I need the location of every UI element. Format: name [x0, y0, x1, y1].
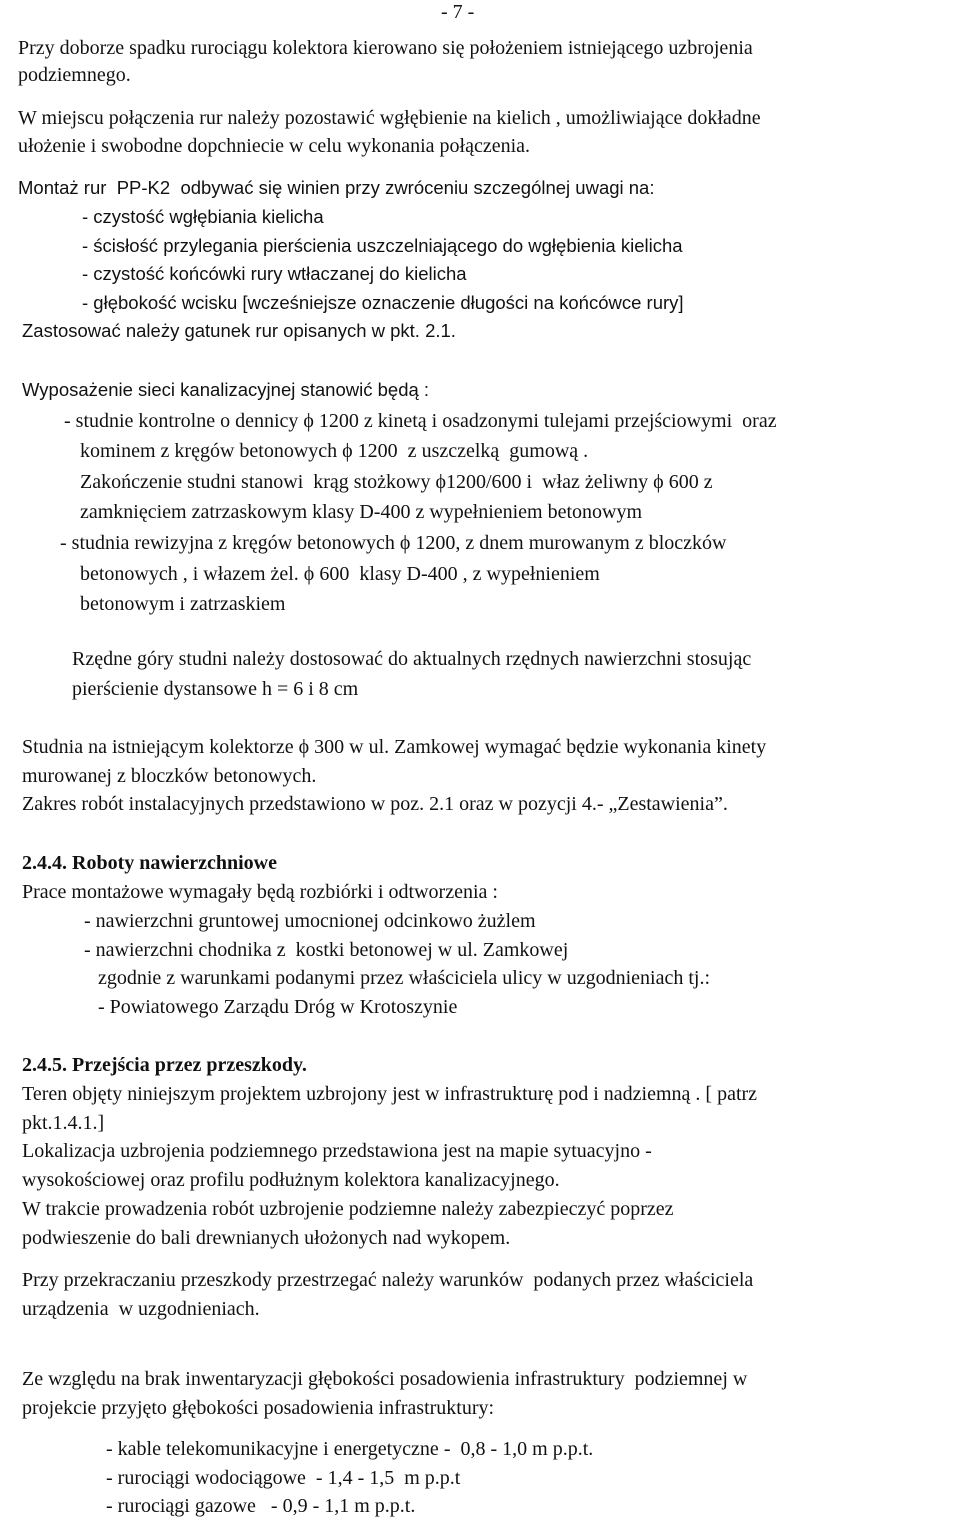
paragraph-line: Rzędne góry studni należy dostosować do aktualnych rzędnych nawierzchni stosując: [72, 648, 752, 670]
paragraph-line: ułożenie i swobodne dopchniecie w celu wykonania połączenia.: [18, 135, 531, 157]
paragraph-line: podwieszenie do bali drewnianych ułożonych nad wykopem.: [22, 1227, 511, 1249]
paragraph-line: pierścienie dystansowe h = 6 i 8 cm: [72, 678, 359, 700]
list-item: - rurociągi gazowe - 0,9 - 1,1 m p.p.t.: [106, 1495, 416, 1517]
paragraph-line: Teren objęty niniejszym projektem uzbrojony jest w infrastrukturę pod i nadziemną . [ patrz: [22, 1083, 758, 1105]
paragraph-line: Prace montażowe wymagały będą rozbiórki i odtworzenia :: [22, 881, 498, 903]
paragraph-line: Zastosować należy gatunek rur opisanych w pkt. 2.1.: [22, 320, 456, 341]
list-item: - studnie kontrolne o dennicy ϕ 1200 z kinetą i osadzonymi tulejami przejściowymi oraz: [64, 410, 777, 432]
list-item: - czystość końcówki rury wtłaczanej do kielicha: [82, 263, 467, 284]
list-item: - głębokość wcisku [wcześniejsze oznaczenie długości na końcówce rury]: [82, 292, 684, 313]
paragraph-line: murowanej z bloczków betonowych.: [22, 765, 317, 787]
paragraph-line: W trakcie prowadzenia robót uzbrojenie podziemne należy zabezpieczyć poprzez: [22, 1198, 674, 1220]
paragraph-line: podziemnego.: [18, 64, 131, 86]
section-heading: 2.4.5. Przejścia przez przeszkody.: [22, 1054, 307, 1076]
list-item-continuation: zgodnie z warunkami podanymi przez właściciela ulicy w uzgodnieniach tj.:: [98, 967, 711, 989]
paragraph-line: Zakres robót instalacyjnych przedstawiono w poz. 2.1 oraz w pozycji 4.- „Zestawienia”.: [22, 793, 728, 815]
page-number: - 7 -: [441, 1, 475, 23]
paragraph-line: Wyposażenie sieci kanalizacyjnej stanowić będą :: [22, 379, 430, 400]
list-item: - rurociągi wodociągowe - 1,4 - 1,5 m p.p.t: [106, 1467, 461, 1489]
list-item: - studnia rewizyjna z kręgów betonowych ϕ 1200, z dnem murowanym z bloczków: [60, 532, 727, 554]
paragraph-line: Montaż rur PP-K2 odbywać się winien przy zwróceniu szczególnej uwagi na:: [18, 177, 655, 198]
list-item-continuation: zamknięciem zatrzaskowym klasy D-400 z wypełnieniem betonowym: [80, 501, 643, 523]
paragraph-line: urządzenia w uzgodnieniach.: [22, 1298, 260, 1320]
paragraph-line: Przy doborze spadku rurociągu kolektora kierowano się położeniem istniejącego uzbrojenia: [18, 37, 753, 59]
list-item-continuation: betonowych , i włazem żel. ϕ 600 klasy D-400 , z wypełnieniem: [80, 563, 600, 585]
list-item: - nawierzchni gruntowej umocnionej odcinkowo żużlem: [84, 910, 536, 932]
list-item-continuation: kominem z kręgów betonowych ϕ 1200 z uszczelką gumową .: [80, 440, 589, 462]
paragraph-line: Studnia na istniejącym kolektorze ϕ 300 w ul. Zamkowej wymagać będzie wykonania kinety: [22, 736, 767, 758]
paragraph-line: Ze względu na brak inwentaryzacji głębokości posadowienia infrastruktury podziemnej w: [22, 1368, 748, 1390]
paragraph-line: pkt.1.4.1.]: [22, 1112, 105, 1134]
list-item: - nawierzchni chodnika z kostki betonowej w ul. Zamkowej: [84, 939, 569, 961]
list-item: - czystość wgłębiania kielicha: [82, 206, 324, 227]
section-heading: 2.4.4. Roboty nawierzchniowe: [22, 852, 277, 874]
list-item-continuation: Zakończenie studni stanowi krąg stożkowy ϕ1200/600 i właz żeliwny ϕ 600 z: [80, 471, 713, 493]
list-item: - ścisłość przylegania pierścienia uszczelniającego do wgłębienia kielicha: [82, 235, 683, 256]
paragraph-line: wysokościowej oraz profilu podłużnym kolektora kanalizacyjnego.: [22, 1169, 560, 1191]
list-item: - Powiatowego Zarządu Dróg w Krotoszynie: [98, 996, 458, 1018]
paragraph-line: Lokalizacja uzbrojenia podziemnego przedstawiona jest na mapie sytuacyjno -: [22, 1140, 652, 1162]
paragraph-line: Przy przekraczaniu przeszkody przestrzegać należy warunków podanych przez właściciela: [22, 1269, 754, 1291]
paragraph-line: W miejscu połączenia rur należy pozostawić wgłębienie na kielich , umożliwiające dokładne: [18, 107, 761, 129]
paragraph-line: projekcie przyjęto głębokości posadowienia infrastruktury:: [22, 1397, 495, 1419]
list-item: - kable telekomunikacyjne i energetyczne - 0,8 - 1,0 m p.p.t.: [106, 1438, 594, 1460]
list-item-continuation: betonowym i zatrzaskiem: [80, 593, 286, 615]
